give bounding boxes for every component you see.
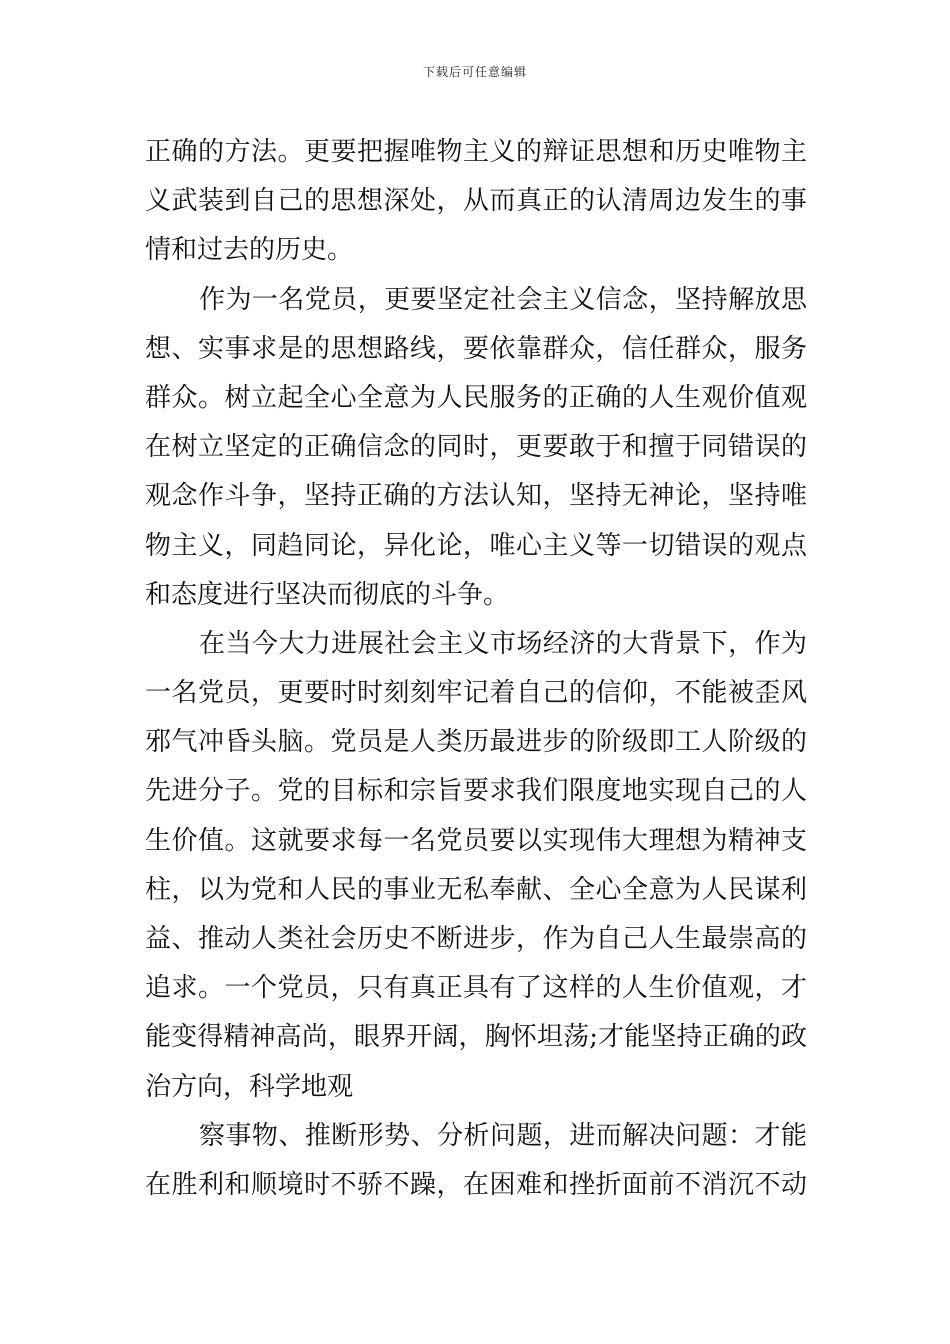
- text-line: 群众。树立起全心全意为人民服务的正确的人生观价值观: [145, 382, 807, 413]
- text-line: 观念作斗争，坚持正确的方法认知，坚持无神论，坚持唯: [145, 481, 807, 512]
- paragraph-first-line: 在当今大力进展社会主义市场经济的大背景下，作为: [199, 628, 807, 659]
- text-line: 能变得精神高尚，眼界开阔，胸怀坦荡;才能坚持正确的政: [145, 1022, 807, 1053]
- page-header: 下载后可任意编辑: [422, 65, 527, 79]
- body-text: [145, 128, 807, 1210]
- text-line: 在胜利和顺境时不骄不躁，在困难和挫折面前不消沉不动: [145, 1169, 807, 1200]
- text-line: 想、实事求是的思想路线，要依靠群众，信任群众，服务: [145, 333, 807, 364]
- text-line: 义武装到自己的思想深处，从而真正的认清周边发生的事: [145, 186, 807, 217]
- text-line: 先进分子。党的目标和宗旨要求我们限度地实现自己的人: [145, 776, 807, 807]
- text-line: 一名党员，更要时时刻刻牢记着自己的信仰，不能被歪风: [145, 678, 807, 709]
- text-line: 益、推动人类社会历史不断进步，作为自己人生最崇高的: [145, 924, 807, 954]
- text-line: 情和过去的历史。: [145, 235, 354, 266]
- text-line: 正确的方法。更要把握唯物主义的辩证思想和历史唯物主: [145, 137, 807, 167]
- paragraph-first-line: 察事物、推断形势、分析问题，进而解决问题：才能: [199, 1120, 807, 1151]
- text-line: 生价值。这就要求每一名党员要以实现伟大理想为精神支: [145, 825, 807, 856]
- text-line: 柱，以为党和人民的事业无私奉献、全心全意为人民谋利: [145, 874, 807, 905]
- text-line: 和态度进行坚决而彻底的斗争。: [145, 579, 510, 610]
- text-line: 治方向，科学地观: [145, 1071, 354, 1102]
- text-line: 追求。一个党员，只有真正具有了这样的人生价值观，才: [145, 973, 807, 1004]
- text-line: 在树立坚定的正确信念的同时，更要敢于和擅于同错误的: [145, 432, 807, 463]
- paragraph-first-line: 作为一名党员，更要坚定社会主义信念，坚持解放思: [199, 284, 807, 315]
- text-line: 邪气冲昏头脑。党员是人类历最进步的阶级即工人阶级的: [145, 727, 807, 758]
- text-line: 物主义，同趋同论，异化论，唯心主义等一切错误的观点: [145, 530, 807, 561]
